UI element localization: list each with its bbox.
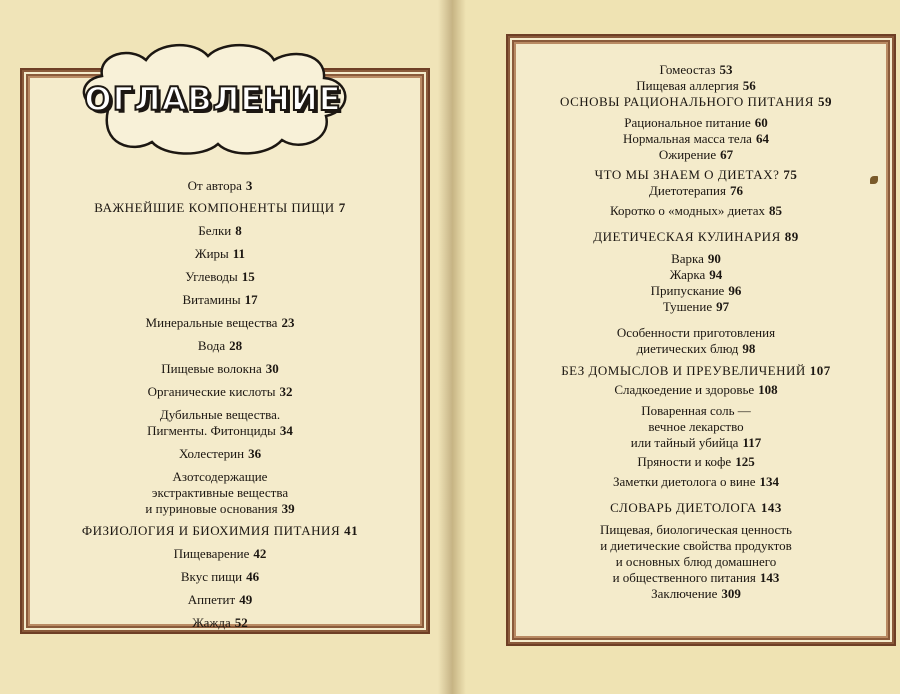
toc-entry: Пищевые волокна 30: [161, 361, 279, 376]
toc-entry: Диетотерапия 76: [649, 183, 743, 198]
toc-entry: Жажда 52: [192, 615, 248, 630]
toc-entry: Азотсодержащие экстрактивные вещества и пуриновые основания 39: [145, 469, 295, 516]
toc-left: [28, 178, 412, 631]
toc-entry: Пищеварение 42: [173, 546, 267, 561]
toc-entry: Органические кислоты 32: [147, 384, 293, 399]
toc-entry: Углеводы 15: [185, 269, 255, 284]
toc-section: БЕЗ ДОМЫСЛОВ И ПРЕУВЕЛИЧЕНИЙ 107: [561, 363, 831, 378]
toc-entry: Варка 90: [671, 251, 721, 266]
toc-entry: Минеральные вещества 23: [145, 315, 295, 330]
toc-entry: Особенности приготовления диетических блюд 98: [616, 325, 776, 356]
toc-entry: Аппетит 49: [187, 592, 253, 607]
toc-entry: Ожирение 67: [658, 147, 734, 162]
toc-right: [514, 62, 878, 602]
toc-section: ФИЗИОЛОГИЯ И БИОХИМИЯ ПИТАНИЯ 41: [81, 523, 359, 538]
toc-entry: Пряности и кофе 125: [637, 454, 755, 469]
page-title: ОГЛАВЛЕНИЕ: [84, 80, 342, 118]
toc-entry: Холестерин 36: [178, 446, 262, 461]
book-gutter: [438, 0, 466, 694]
toc-entry: Витамины 17: [182, 292, 258, 307]
toc-entry: Нормальная масса тела 64: [623, 131, 769, 146]
title-cloud: [68, 40, 358, 158]
toc-entry: Жарка 94: [669, 267, 723, 282]
toc-entry: Дубильные вещества. Пигменты. Фитонциды 34: [147, 407, 293, 438]
toc-entry: Припускание 96: [650, 283, 742, 298]
toc-entry: Сладкоедение и здоровье 108: [614, 382, 778, 397]
toc-entry: Пищевая, биологическая ценность и диетические свойства продуктов и основных блюд домашнего и общественного питания 143: [600, 522, 792, 585]
toc-entry: Вкус пищи 46: [180, 569, 260, 584]
toc-entry: Коротко о «модных» диетах 85: [609, 203, 783, 218]
toc-entry: Гомеостаз 53: [659, 62, 733, 77]
toc-entry: Поваренная соль — вечное лекарство или тайный убийца 117: [630, 403, 762, 450]
toc-entry: Вода 28: [197, 338, 243, 353]
toc-entry: Тушение 97: [662, 299, 730, 314]
toc-entry: Пищевая аллергия 56: [636, 78, 756, 93]
toc-entry: Заключение 309: [651, 586, 741, 601]
toc-section: ВАЖНЕЙШИЕ КОМПОНЕНТЫ ПИЩИ 7: [94, 200, 346, 215]
toc-entry: Рациональное питание 60: [624, 115, 768, 130]
toc-entry: От автора 3: [187, 178, 253, 193]
toc-section: ДИЕТИЧЕСКАЯ КУЛИНАРИЯ 89: [593, 229, 799, 244]
toc-section: ЧТО МЫ ЗНАЕМ О ДИЕТАХ? 75: [594, 167, 798, 182]
toc-entry: Белки 8: [198, 223, 242, 238]
toc-entry: Жиры 11: [194, 246, 246, 261]
toc-entry: Заметки диетолога о вине 134: [612, 474, 780, 489]
toc-section: СЛОВАРЬ ДИЕТОЛОГА 143: [610, 500, 782, 515]
toc-section: ОСНОВЫ РАЦИОНАЛЬНОГО ПИТАНИЯ 59: [560, 94, 832, 109]
